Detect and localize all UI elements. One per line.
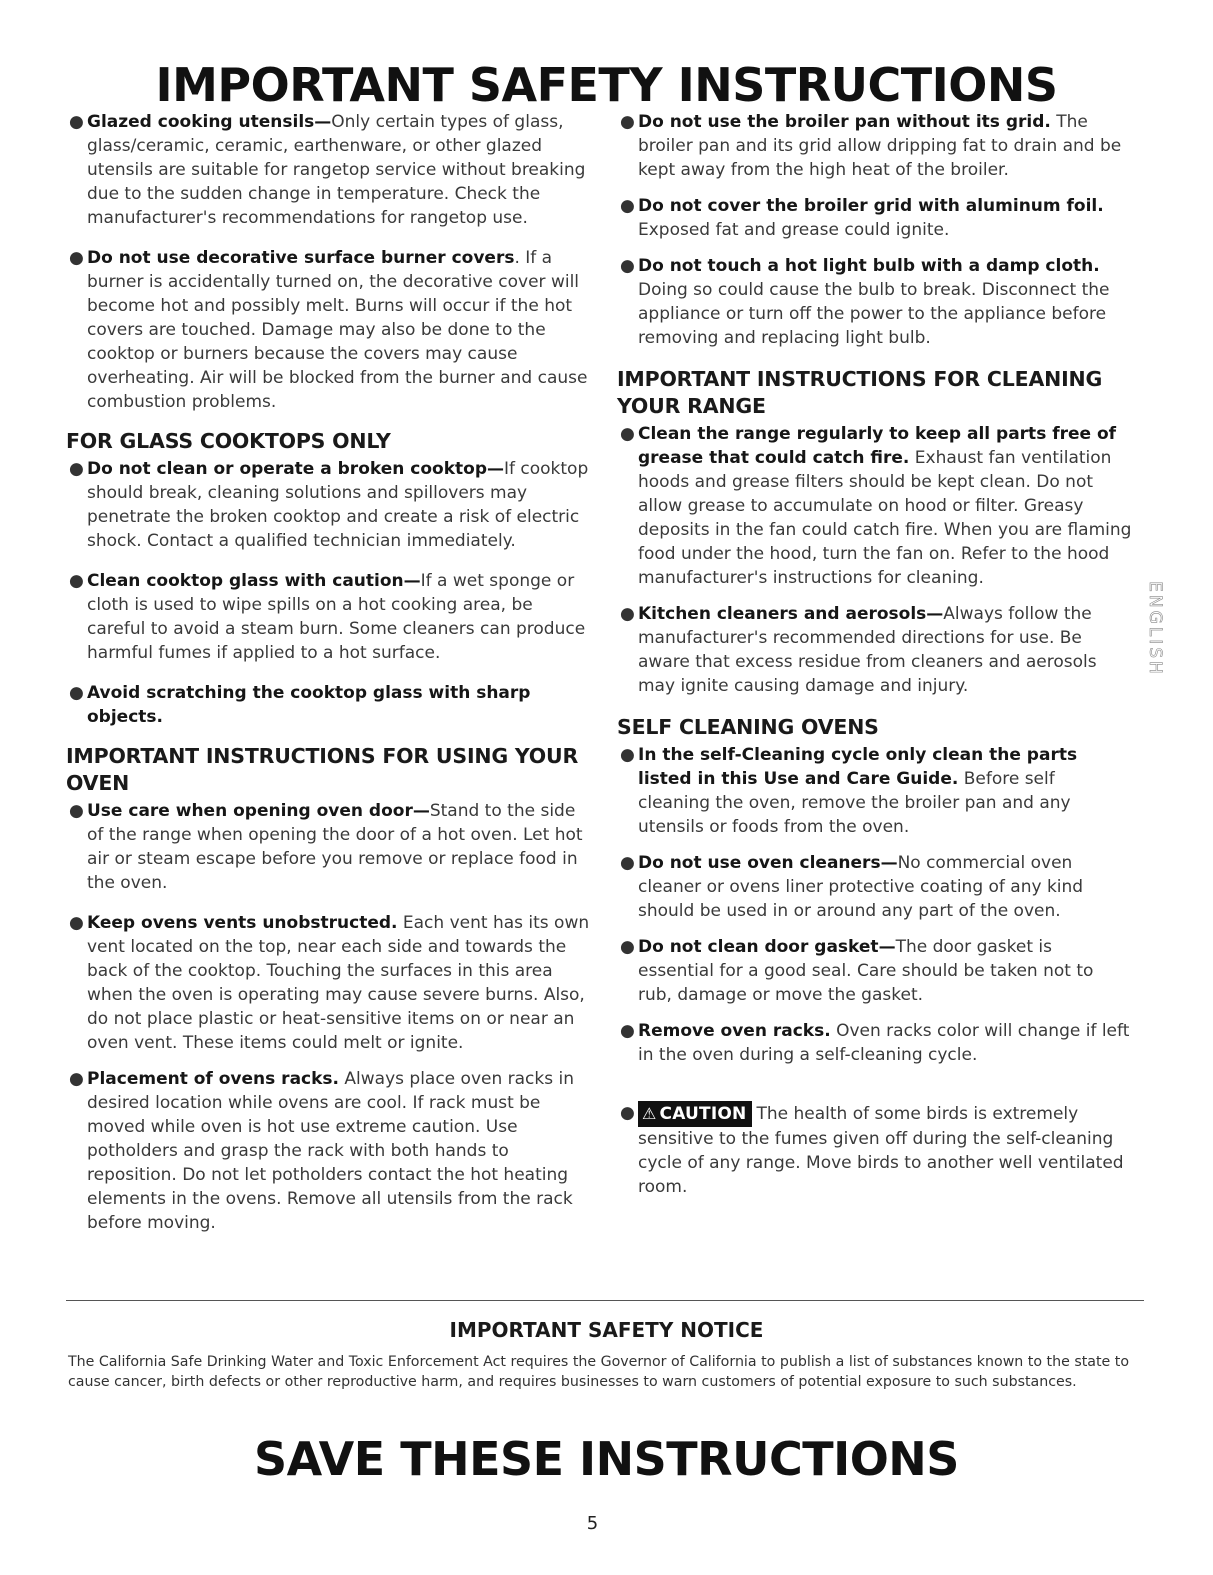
bullet-icon: ● (620, 1021, 635, 1041)
left-column (66, 110, 596, 1247)
divider (66, 1300, 1144, 1301)
bullet-icon: ● (69, 913, 84, 933)
list-item: ● Do not cover the broiler grid with aluminum foil. Exposed fat and grease could ignite. (620, 196, 1104, 240)
bullet-icon: ● (620, 1103, 635, 1123)
language-side-tab: ENGLISH (1145, 581, 1166, 677)
warning-triangle-icon: ⚠ (642, 1104, 657, 1123)
page-number: 5 (586, 1513, 599, 1534)
caution-item: ● ⚠ CAUTION The health of some birds is extremely sensitive to the fumes given off during the self-cleaning cycle of any range. Move birds to another well ventilated room. (620, 1103, 1124, 1197)
list-item: ● Do not use oven cleaners—No commercial oven cleaner or ovens liner protective coating of any kind should be used in or around any part of the oven. (620, 853, 1084, 921)
bullet-icon: ● (69, 571, 84, 591)
list-item: ● Do not touch a hot light bulb with a damp cloth. Doing so could cause the bulb to break. Disconnect the appliance or turn off the power to the appliance before removing and replacing light bulb. (620, 256, 1110, 348)
bullet-icon: ● (69, 683, 84, 703)
footer-title: SAVE THESE INSTRUCTIONS (254, 1432, 959, 1486)
list-item: ● Placement of ovens racks. Always place oven racks in desired location while ovens are cool. If rack must be moved while oven is hot use extreme caution. Use potholders and grasp the rack with both hands to reposition. Do not let potholders contact the hot heating elements in the ovens. Remove all utensils from the rack before moving. (69, 1069, 574, 1233)
section-heading: IMPORTANT INSTRUCTIONS FOR CLEANING YOUR RANGE (617, 367, 1103, 418)
notice-heading: IMPORTANT SAFETY NOTICE (449, 1318, 764, 1342)
bullet-icon: ● (69, 459, 84, 479)
caution-badge: ⚠ CAUTION (638, 1101, 752, 1127)
list-item: ● Remove oven racks. Oven racks color will change if left in the oven during a self-cleaning cycle. (620, 1021, 1130, 1065)
list-item: ● Clean cooktop glass with caution—If a wet sponge or cloth is used to wipe spills on a hot cooking area, be careful to avoid a steam burn. Some cleaners can produce harmful fumes if applied to a hot surface. (69, 571, 586, 663)
list-item: ● Use care when opening oven door—Stand to the side of the range when opening the door of a hot oven. Let hot air or steam escape before you remove or replace food in the oven. (69, 801, 583, 893)
list-item: ● Do not use decorative surface burner covers. If a burner is accidentally turned on, the decorative cover will become hot and possibly melt. Burns will occur if the hot covers are touched. Damage may also be done to the cooktop or burners because the covers may cause overheating. Air will be blocked from the burner and cause combustion problems. (69, 248, 588, 412)
bullet-icon: ● (69, 248, 84, 268)
right-column (617, 110, 1132, 1211)
bullet-icon: ● (620, 424, 635, 444)
bullet-icon: ● (620, 256, 635, 276)
bullet-icon: ● (620, 853, 635, 873)
list-item: ● Clean the range regularly to keep all parts free of grease that could catch fire. Exhaust fan ventilation hoods and grease filters should be kept clean. Do not allow grease to accumulate on hood or filter. Greasy deposits in the fan could catch fire. When you are flaming food under the hood, turn the fan on. Refer to the hood manufacturer's instructions for cleaning. (620, 424, 1132, 588)
list-item: ● Glazed cooking utensils—Only certain types of glass, glass/ceramic, ceramic, earthenware, or other glazed utensils are suitable for rangetop service without breaking due to the sudden change in temperature. Check the manufacturer's recommendations for rangetop use. (69, 112, 586, 228)
bullet-icon: ● (620, 196, 635, 216)
bullet-icon: ● (620, 937, 635, 957)
list-item: ● Do not clean door gasket—The door gasket is essential for a good seal. Care should be taken not to rub, damage or move the gasket. (620, 937, 1094, 1005)
notice-text: The California Safe Drinking Water and Toxic Enforcement Act requires the Governor of California to publish a list of substances known to the state to cause cancer, birth defects or other reproductive harm, and requires businesses to warn customers of potential exposure to such substances. (68, 1354, 1130, 1390)
section-heading: FOR GLASS COOKTOPS ONLY (66, 429, 391, 453)
bullet-icon: ● (620, 112, 635, 132)
list-item: ● Kitchen cleaners and aerosols—Always follow the manufacturer's recommended directions for use. Be aware that excess residue from cleaners and aerosols may ignite causing damage and injury. (620, 604, 1097, 696)
bullet-icon: ● (69, 1069, 84, 1089)
list-item: ● Do not clean or operate a broken cooktop—If cooktop should break, cleaning solutions and spillovers may penetrate the broken cooktop and create a risk of electric shock. Contact a qualified technician immediately. (69, 459, 589, 551)
list-item: ● Avoid scratching the cooktop glass with sharp objects. (69, 683, 531, 727)
section-heading: IMPORTANT INSTRUCTIONS FOR USING YOUR OVEN (66, 744, 579, 795)
bullet-icon: ● (620, 604, 635, 624)
list-item: ● Do not use the broiler pan without its grid. The broiler pan and its grid allow dripping fat to drain and be kept away from the high heat of the broiler. (620, 112, 1122, 180)
bullet-icon: ● (69, 801, 84, 821)
list-item: ● Keep ovens vents unobstructed. Each vent has its own vent located on the top, near each side and towards the back of the cooktop. Touching the surfaces in this area when the oven is operating may cause severe burns. Also, do not place plastic or heat-sensitive items on or near an oven vent. These items could melt or ignite. (69, 913, 590, 1053)
section-heading: SELF CLEANING OVENS (617, 715, 879, 739)
page-title: IMPORTANT SAFETY INSTRUCTIONS (155, 58, 1058, 112)
bullet-icon: ● (620, 745, 635, 765)
bullet-icon: ● (69, 112, 84, 132)
list-item: ● In the self-Cleaning cycle only clean the parts listed in this Use and Care Guide. Before self cleaning the oven, remove the broiler pan and any utensils or foods from the oven. (620, 745, 1078, 837)
